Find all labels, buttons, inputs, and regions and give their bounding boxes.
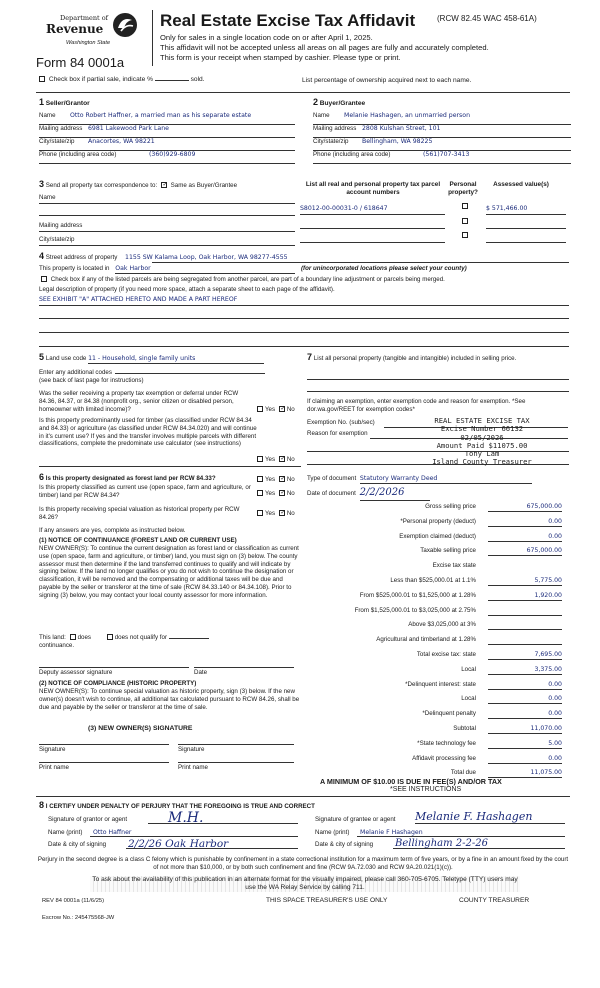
q-current-use: Is this property classified as current use (open space, farm and agriculture, or timber) land per RCW 84.34? — [39, 484, 251, 499]
tax-row-label: *Delinquent penalty — [422, 710, 476, 718]
dept-name: Revenue — [46, 22, 104, 36]
q-timber-yes[interactable] — [257, 456, 263, 462]
q-exemption-answers: Yes ✓ No — [255, 406, 295, 414]
tax-row-value[interactable]: 0.00 — [488, 710, 562, 719]
header-line-1: Only for sales in a single location code on or after April 1, 2025. — [160, 33, 373, 42]
tax-row — [306, 695, 576, 705]
tax-row-label: From $525,000.01 to $1,525,000 at 1.28% — [359, 591, 476, 599]
form-title: Real Estate Excise Tax Affidavit — [160, 11, 416, 30]
tax-row-value[interactable]: 0.00 — [488, 533, 562, 542]
tax-row — [306, 577, 576, 587]
land-does-checkbox[interactable] — [70, 634, 76, 640]
minimum-fee-note: A MINIMUM OF $10.00 IS DUE IN FEE(S) AND/OR TAX — [320, 777, 502, 786]
tax-row-value[interactable]: 0.00 — [488, 518, 562, 527]
section-3-name: Name — [39, 194, 295, 204]
tax-row-label: Taxable selling price — [420, 547, 476, 555]
tax-row-value[interactable]: 0.00 — [488, 755, 562, 764]
section-3-mailing: Mailing address — [39, 222, 295, 232]
buyer-block: Name Melanie Hashagen, an unmarried person Mailing address 2808 Kulshan Street, 101 City/state/zip Bellingham, WA 98225 Phone (including area code) (561)707-3413 — [313, 112, 571, 164]
tax-row-value[interactable]: 11,075.00 — [488, 769, 562, 778]
tax-row — [306, 651, 576, 661]
tax-row — [306, 681, 576, 691]
tax-row — [306, 636, 576, 646]
tax-row — [306, 666, 576, 676]
revision-label: REV 84 0001a (11/6/25) — [42, 898, 105, 904]
tax-row — [306, 592, 576, 602]
tax-row-label: Total due — [450, 769, 476, 777]
tax-row-label: Less than $525,000.01 at 1.1% — [390, 577, 476, 584]
section-3-city: City/state/zip — [39, 236, 295, 246]
grantee-signature-row: Signature of grantee or agent Melanie F. Hashagen — [315, 816, 569, 824]
escrow-row: Escrow No.: 245475568-JW — [42, 915, 115, 921]
grantor-date-row: Date & city of signing 2/2/26 Oak Harbor — [48, 841, 298, 849]
tax-row — [306, 725, 576, 735]
personal-property-checkbox-1[interactable] — [462, 203, 468, 209]
tax-row-value[interactable]: 1,920.00 — [488, 592, 562, 601]
stamp-line-3: 02/05/2026 — [460, 432, 504, 442]
grantor-name-row: Name (print) Otto Haffner — [48, 829, 298, 837]
land-use-row: 5 Land use code 11 - Household, single family units — [39, 352, 301, 364]
tax-row-label: Subtotal — [453, 725, 476, 732]
partial-sale-checkbox[interactable] — [39, 76, 45, 82]
sig-label-1: Signature — [39, 746, 66, 753]
doc-date[interactable]: 2/2/2026 — [360, 487, 430, 501]
grantee-date-row: Date & city of signing Bellingham 2-2-26 — [315, 841, 569, 849]
buyer-name[interactable]: Melanie Hashagen, an unmarried person — [344, 112, 470, 119]
revenue-logo-icon — [112, 12, 138, 38]
notice-1-body: NEW OWNER(S): To continue the current designation as forest land or classification as current use (open space, farm and agriculture, or timber) land, you must sign on (3) below. The county assessor must then determine if the land transferred continues to qualify and will indicate by signing below. If the land no longer qualifies or you do not wish to continue the designation or classification, it will be removed and the compensating or additional taxes will be due and payable by the seller or transferor at the time of sale (RCW 84.33.140 or 84.34.108). Prior to signing (3) below, you may contact your local county assessor for more information. — [39, 545, 299, 599]
tax-row — [306, 533, 576, 543]
q-exemption-no[interactable] — [279, 406, 285, 412]
tax-row — [306, 740, 576, 750]
tax-row-label: Above $3,025,000 at 3% — [408, 621, 476, 629]
tax-row-value[interactable]: 0.00 — [488, 681, 562, 690]
tax-row — [306, 621, 576, 631]
escrow-number: 245475568-JW — [74, 915, 115, 921]
doc-type-row: Type of document Statutory Warranty Deed — [307, 475, 532, 484]
parcel-number[interactable]: S8012-00-00031-0 / 618647 — [300, 205, 445, 215]
doc-date-row: Date of document 2/2/2026 — [307, 487, 430, 501]
tax-row-label: From $1,525,000.01 to $3,025,000 at 2.75% — [354, 606, 476, 614]
dept-state: Washington State — [66, 40, 111, 46]
seller-phone[interactable]: (360)929-6809 — [149, 151, 196, 158]
tax-row-value[interactable]: 5,775.00 — [488, 577, 562, 586]
q-timber-answers: Yes ✓ No — [255, 456, 295, 464]
legal-label: Legal description of property (if you need more space, attach a separate sheet to each page of the affidavit). — [39, 286, 335, 293]
yes-note: If any answers are yes, complete as instructed below. — [39, 527, 186, 534]
tax-row-label: Excise tax state — [432, 562, 476, 570]
buyer-city[interactable]: Bellingham, WA 98225 — [362, 138, 433, 145]
buyer-title: 2 Buyer/Grantee — [313, 97, 366, 107]
tax-row-label: *Delinquent interest: state — [405, 680, 476, 688]
tax-row-label: Local — [461, 665, 476, 673]
q-historic-no[interactable] — [279, 510, 285, 516]
new-owner-signature-title: (3) NEW OWNER(S) SIGNATURE — [88, 725, 193, 732]
grantor-name[interactable]: Otto Haffner — [93, 829, 132, 836]
same-as-buyer-checkbox[interactable] — [161, 182, 167, 188]
print-name-label-2: Print name — [178, 764, 208, 771]
tax-row-label: Agricultural and timberland at 1.28% — [376, 636, 476, 644]
q-exemption: Was the seller receiving a property tax exemption or deferral under RCW 84.36, 84.37, or 84.38 (nonprofit org., senior citizen or disabled person, homeowner with limited income)? — [39, 390, 239, 413]
grantee-date-city[interactable]: Bellingham 2-2-26 — [395, 838, 488, 849]
tax-row-label: *State technology fee — [417, 739, 476, 747]
certify-statement: 8 I CERTIFY UNDER PENALTY OF PERJURY THAT THE FOREGOING IS TRUE AND CORRECT — [39, 800, 315, 810]
deputy-signature-label: Deputy assessor signature — [39, 669, 113, 676]
q-forest-yes[interactable] — [257, 476, 263, 482]
tax-row — [306, 562, 576, 572]
q-current-use-yes[interactable] — [257, 490, 263, 496]
tax-row-value[interactable]: 7,695.00 — [488, 651, 562, 660]
land-use-code[interactable]: 11 - Household, single family units — [88, 355, 264, 364]
segregated-checkbox[interactable] — [41, 276, 47, 282]
land-does-not-checkbox[interactable] — [107, 634, 113, 640]
partial-label: Check box if partial sale, indicate % — [48, 76, 153, 83]
header-line-3: This form is your receipt when stamped by cashier. Please type or print. — [160, 53, 401, 62]
dept-line: Department of — [60, 14, 109, 22]
q-forest: 6 Is this property designated as forest land per RCW 84.33? — [39, 472, 216, 482]
accessibility-notice: To ask about the availability of this publication in an alternate format for the visually impaired, please call 360-705-6705. Teletype (TTY) users may use the WA Relay Service by calling 711. — [90, 876, 520, 892]
sig-label-2: Signature — [178, 746, 205, 753]
stamp-line-4: Amount Paid $11075.00 — [436, 440, 528, 450]
q-timber-no[interactable] — [279, 456, 285, 462]
form-number: Form 84 0001a — [36, 55, 125, 70]
tax-row — [306, 710, 576, 720]
sold-label: sold. — [190, 76, 205, 83]
seller-city[interactable]: Anacortes, WA 98221 — [88, 138, 155, 145]
stamp-line-2: Excise Number 66132 — [440, 424, 524, 434]
located-city[interactable]: Oak Harbor — [115, 265, 295, 274]
personal-header: Personal property? — [448, 181, 478, 196]
section-3-label: 3 Send all property tax correspondence to: ✓ Same as Buyer/Grantee — [39, 179, 237, 190]
tax-row-label: Local — [461, 695, 476, 703]
county-treasurer-label: COUNTY TREASURER — [459, 897, 530, 904]
grantor-signature-row: Signature of grantor or agent M.H. — [48, 816, 298, 824]
q-timber: Is this property predominantly used for timber (as classified under RCW 84.34 and 84.33) or agriculture (as classified under RCW 84.34.020) and will continue in it's current use? If yes and the transfer involves multiple parcels with different classifications, complete the predominate use calculator (see instructions) — [39, 417, 257, 448]
doc-type[interactable]: Statutory Warranty Deed — [360, 475, 532, 484]
tax-row — [306, 607, 576, 617]
seller-block: Name Otto Robert Haffner, a married man as his separate estate Mailing address 6981 Lakewood Park Lane City/state/zip Anacortes, WA 98221 Phone (including area code) (360)929-6809 — [39, 112, 295, 164]
print-name-label-1: Print name — [39, 764, 69, 771]
tax-row — [306, 503, 576, 513]
section-7-label: 7 List all personal property (tangible and intangible) included in selling price. — [307, 352, 517, 362]
department-logo — [28, 10, 146, 54]
notice-2-title: (2) NOTICE OF COMPLIANCE (HISTORIC PROPERTY) — [39, 680, 197, 687]
tax-row — [306, 518, 576, 528]
see-instructions: *SEE INSTRUCTIONS — [390, 786, 462, 793]
ownership-note: List percentage of ownership acquired next to each name. — [302, 77, 472, 84]
land-qualifies-row: This land: does does not qualify for continuance. — [39, 634, 301, 650]
partial-sale-row — [37, 76, 205, 84]
grantor-signature[interactable]: M.H. — [168, 810, 204, 826]
tax-row-value[interactable] — [488, 607, 562, 616]
treasurer-stamp — [396, 417, 568, 467]
treasurer-space-label: THIS SPACE TREASURER'S USE ONLY — [266, 897, 388, 904]
tax-row-label: Exemption claimed (deduct) — [399, 532, 476, 540]
buyer-phone[interactable]: (561)707-3413 — [423, 151, 470, 158]
seller-address[interactable]: 6981 Lakewood Park Lane — [88, 125, 169, 132]
legal-description[interactable]: SEE EXHIBIT "A" ATTACHED HERETO AND MADE A PART HEREOF — [39, 296, 569, 306]
grantee-name-row: Name (print) Melanie F Hashagen — [315, 829, 569, 837]
statute: (RCW 82.45 WAC 458-61A) — [437, 14, 537, 23]
seller-name[interactable]: Otto Robert Haffner, a married man as his separate estate — [70, 112, 252, 119]
tax-row-label: Gross selling price — [425, 503, 476, 510]
q-current-use-no[interactable] — [279, 490, 285, 496]
notice-1-title: (1) NOTICE OF CONTINUANCE (FOREST LAND OR CURRENT USE) — [39, 537, 237, 544]
q-historic-yes[interactable] — [257, 510, 263, 516]
notice-2-body: NEW OWNER(S): To continue special valuation as historic property, sign (3) below. If the new owner(s) doesn't wish to continue, all additional tax calculated pursuant to RCW 84.26, shall be due and payable by the seller or transferor at the time of sale. — [39, 688, 300, 711]
parcel-header: List all real and personal property tax parcel account numbers — [305, 181, 441, 196]
assessed-value[interactable]: $ 571,466.00 — [486, 205, 566, 215]
personal-property-checkbox-3[interactable] — [462, 232, 468, 238]
grantee-name[interactable]: Melanie F Hashagen — [360, 829, 423, 836]
assessed-header: Assessed value(s) — [493, 181, 549, 188]
additional-codes: Enter any additional codes (see back of last page for instructions) — [39, 369, 301, 385]
tax-row-label: Total excise tax: state — [416, 651, 476, 658]
exemption-note: If claiming an exemption, enter exemption code and reason for exemption. *See dor.wa.gov/REET for exemption codes* — [307, 398, 526, 413]
q-historic: Is this property receiving special valuation as historical property per RCW 84.26? — [39, 506, 240, 521]
tax-row-label: Affidavit processing fee — [412, 754, 476, 762]
tax-row — [306, 755, 576, 765]
deputy-date-label: Date — [194, 669, 208, 676]
tax-row-value[interactable]: 3,375.00 — [488, 666, 562, 675]
tax-row-value[interactable]: 11,070.00 — [488, 725, 562, 734]
tax-row-value[interactable] — [488, 621, 562, 630]
q-forest-no[interactable] — [279, 476, 285, 482]
tax-row-value[interactable]: 675,000.00 — [488, 503, 562, 512]
tax-row-label: *Personal property (deduct) — [400, 517, 476, 525]
reason-label: Reason for exemption — [307, 430, 368, 437]
exemption-no-label: Exemption No. (sub/sec) — [307, 419, 375, 426]
stamp-line-5: Tony Lam — [464, 449, 500, 459]
buyer-address[interactable]: 2808 Kulshan Street, 101 — [362, 125, 441, 132]
personal-property-checkbox-2[interactable] — [462, 218, 468, 224]
section-4-address-row: 4 Street address of property 1155 SW Kalama Loop, Oak Harbor, WA 98277-4555 — [39, 251, 288, 261]
perjury-notice: Perjury in the second degree is a class C felony which is punishable by confinement in a state correctional institution for a maximum term of five years, or by a fine in an amount fixed by the court of not more than $10,000, or by both such confinement and fine (RCW 9A.72.030 and RCW 9A.20.021(1)(c)). — [37, 856, 569, 871]
q-exemption-yes[interactable] — [257, 406, 263, 412]
tax-row-value[interactable]: 5.00 — [488, 740, 562, 749]
tax-row — [306, 547, 576, 557]
tax-row-value[interactable]: 0.00 — [488, 695, 562, 704]
segregated-row: Check box if any of the listed parcels are being segregated from another parcel, are part of a boundary line adjustment or parcels being merged. — [39, 276, 569, 284]
tax-row-value[interactable] — [488, 636, 562, 645]
seller-title: 1 Seller/Grantor — [39, 97, 90, 107]
tax-row-value[interactable] — [488, 562, 562, 571]
grantee-signature[interactable]: Melanie F. Hashagen — [415, 810, 533, 823]
located-row: This property is located in Oak Harbor (for unincorporated locations please select your county) — [39, 265, 467, 272]
stamp-line-6: Island County Treasurer — [432, 457, 532, 467]
grantor-date-city[interactable]: 2/2/26 Oak Harbor — [128, 838, 229, 850]
tax-row-value[interactable]: 675,000.00 — [488, 547, 562, 556]
property-address[interactable]: 1155 SW Kalama Loop, Oak Harbor, WA 98277-4555 — [125, 254, 288, 261]
header-line-2: This affidavit will not be accepted unless all areas on all pages are fully and accurately completed. — [160, 43, 489, 52]
stamp-line-1: REAL ESTATE EXCISE TAX — [434, 416, 530, 425]
